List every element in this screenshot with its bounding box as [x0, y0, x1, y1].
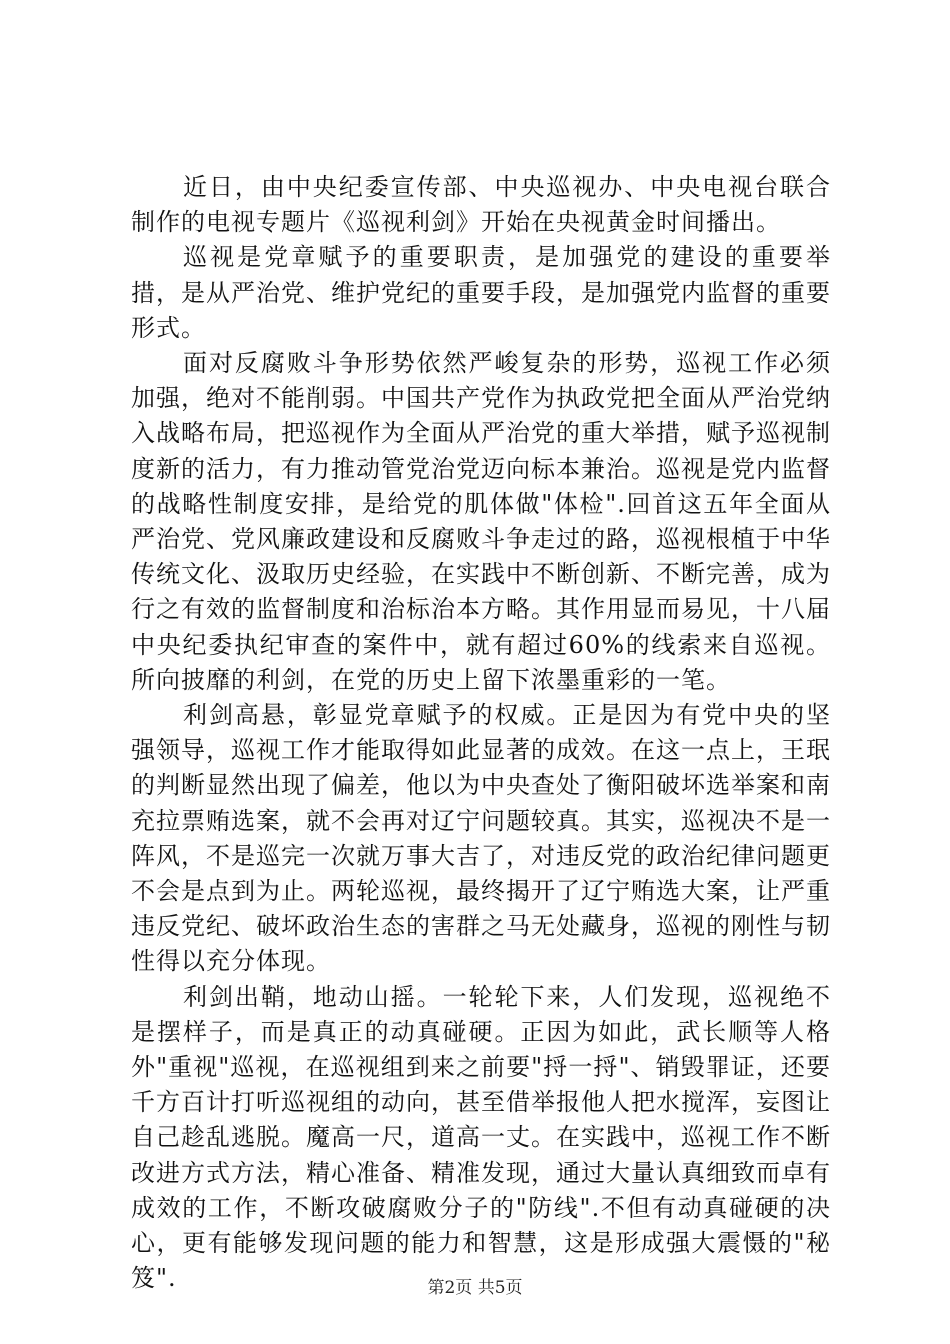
paragraph: 面对反腐败斗争形势依然严峻复杂的形势，巡视工作必须加强，绝对不能削弱。中国共产党作为执政党把全面从严治党纳入战略布局，把巡视作为全面从严治党的重大举措，赋予巡视制度新的活力，有力推动管党治党迈向标本兼治。巡视是党内监督的战略性制度安排，是给党的肌体做"体检".回首这五年全面从严治党、党风廉政建设和反腐败斗争走过的路，巡视根植于中华传统文化、汲取历史经验，在实践中不断创新、不断完善，成为行之有效的监督制度和治标治本方略。其作用显而易见，十八届中央纪委执纪审查的案件中，就有超过60%的线索来自巡视。所向披靡的利剑，在党的历史上留下浓墨重彩的一笔。 [131, 349, 831, 694]
paragraph: 巡视是党章赋予的重要职责，是加强党的建设的重要举措，是从严治党、维护党纪的重要手段，是加强党内监督的重要形式。 [131, 243, 831, 342]
paragraph: 利剑出鞘，地动山摇。一轮轮下来，人们发现，巡视绝不是摆样子，而是真正的动真碰硬。正因为如此，武长顺等人格外"重视"巡视，在巡视组到来之前要"捋一捋"、销毁罪证，还要千方百计打听巡视组的动向，甚至借举报他人把水搅浑，妄图让自己趁乱逃脱。魔高一尺，道高一丈。在实践中，巡视工作不断改进方式方法，精心准备、精准发现，通过大量认真细致而卓有成效的工作，不断攻破腐败分子的"防线".不但有动真碰硬的决心，更有能够发现问题的能力和智慧，这是形成强大震慑的"秘笈". [131, 982, 831, 1293]
page-number-footer: 第2页 共5页 [427, 1278, 523, 1298]
paragraph: 近日，由中央纪委宣传部、中央巡视办、中央电视台联合制作的电视专题片《巡视利剑》开始在央视黄金时间播出。 [131, 173, 831, 237]
document-body [131, 170, 831, 1297]
paragraph: 利剑高悬，彰显党章赋予的权威。正是因为有党中央的坚强领导，巡视工作才能取得如此显著的成效。在这一点上，王珉的判断显然出现了偏差，他以为中央查处了衡阳破坏选举案和南充拉票贿选案，就不会再对辽宁问题较真。其实，巡视决不是一阵风，不是巡完一次就万事大吉了，对违反党的政治纪律问题更不会是点到为止。两轮巡视，最终揭开了辽宁贿选大案，让严重违反党纪、破坏政治生态的害群之马无处藏身，巡视的刚性与韧性得以充分体现。 [131, 701, 831, 976]
